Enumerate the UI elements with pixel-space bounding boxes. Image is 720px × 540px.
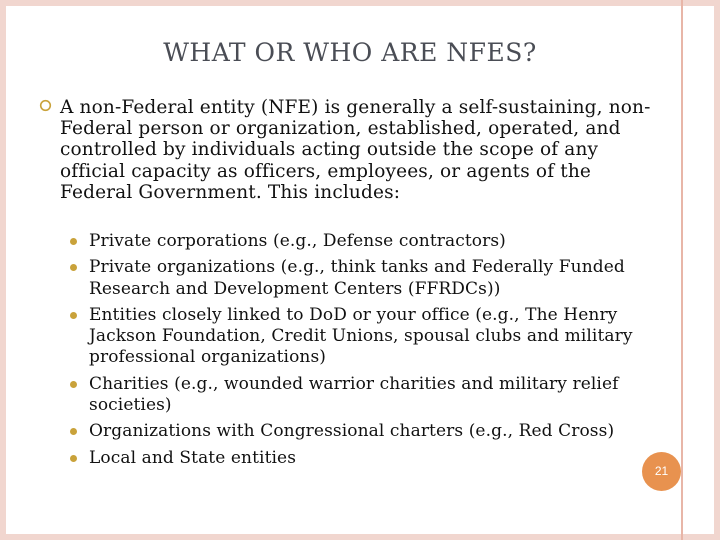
frame-top xyxy=(0,0,720,6)
filled-dot-bullet-icon xyxy=(70,238,77,245)
list-item xyxy=(70,374,670,416)
list-item-text: Entities closely linked to DoD or your office (e.g., The Henry Jackson Foundation, Credit Unions, spousal clubs and military professional organizations) xyxy=(89,304,633,368)
filled-dot-bullet-icon xyxy=(70,312,77,319)
frame-right xyxy=(714,0,720,540)
page-number-badge: 21 xyxy=(642,452,681,491)
list-item xyxy=(70,257,670,299)
list-item-text: Local and State entities xyxy=(89,447,297,468)
filled-dot-bullet-icon xyxy=(70,381,77,388)
list-item-text: Charities (e.g., wounded warrior charities and military relief societies) xyxy=(89,373,619,415)
slide-title: WHAT OR WHO ARE NFES? xyxy=(163,38,537,67)
filled-dot-bullet-icon xyxy=(70,428,77,435)
frame-accent-line xyxy=(681,0,683,540)
main-bullet-text: A non-Federal entity (NFE) is generally a self-sustaining, non-Federal person or organization, established, operated, and controlled by individuals acting outside the scope of any official capacity as officers, employees, or agents of the Federal Government. This includes: xyxy=(60,97,651,203)
list-item-text: Private corporations (e.g., Defense contractors) xyxy=(89,231,506,251)
filled-dot-bullet-icon xyxy=(70,455,77,462)
sub-bullet-list xyxy=(70,231,670,474)
filled-dot-bullet-icon xyxy=(70,264,77,271)
frame-left xyxy=(0,0,6,540)
list-item-text: Private organizations (e.g., think tanks and Federally Funded Research and Development Centers (FFRDCs)) xyxy=(89,257,625,299)
frame-bottom xyxy=(0,534,720,540)
list-item xyxy=(70,421,670,442)
list-item xyxy=(70,448,670,469)
list-item xyxy=(70,305,670,369)
hollow-circle-bullet-icon xyxy=(39,99,52,112)
list-item-text: Organizations with Congressional charters (e.g., Red Cross) xyxy=(89,421,615,442)
list-item xyxy=(70,231,670,252)
